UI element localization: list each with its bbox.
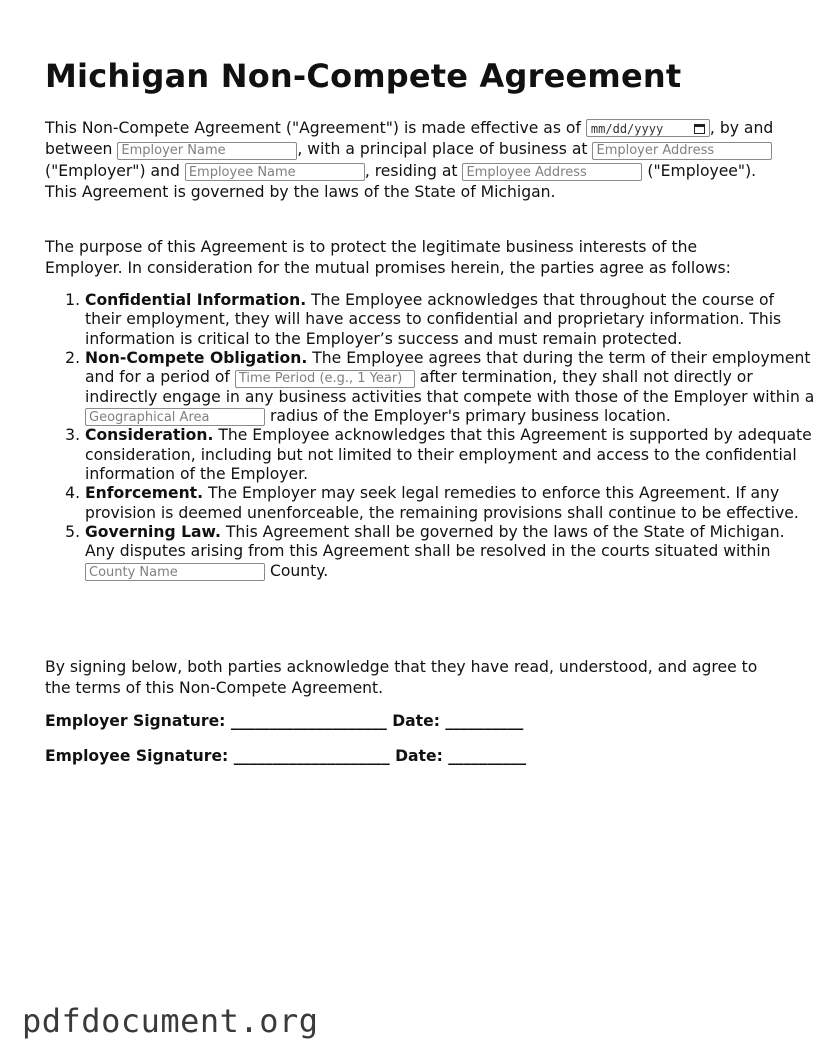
clause-heading: Confidential Information. [85,291,307,309]
employer-signature-line: Employer Signature: ____________________ Date: __________ [45,712,524,730]
clauses-list [45,291,815,581]
clause-governing-law [85,523,815,581]
clause-non-compete-obligation [85,349,815,427]
clause-text: This Agreement shall be governed by the laws of the State of Michigan. Any disputes arising from this Agreement shall be resolved in the courts situated within [85,522,785,561]
clause-confidential-information [85,291,815,349]
county-name-input[interactable] [85,563,265,581]
clause-text: County. [265,561,329,580]
clause-heading: Enforcement. [85,484,204,503]
clause-text: The Employee agrees that during the term of their employment and for a period of [85,348,811,387]
geographical-area-input[interactable] [85,408,265,426]
employee-signature-line: Employee Signature: ____________________ Date: __________ [45,747,527,765]
clause-text: after termination, they shall not directly or indirectly engage in any business activities that compete with those of the Employer within a [85,368,815,406]
employee-address-input[interactable] [462,163,642,181]
document-title: Michigan Non-Compete Agreement [45,57,682,95]
clause-text: The Employer may seek legal remedies to enforce this Agreement. If any provision is deemed unenforceable, the remaining provisions shall continue to be effective. [85,484,799,522]
clause-heading: Consideration. [85,426,214,445]
intro-text-2: , by and between [45,119,774,159]
document-page [45,56,815,765]
purpose-paragraph: The purpose of this Agreement is to protect the legitimate business interests of the Employer. In consideration for the mutual promises herein, the parties agree as follows: [45,238,731,278]
intro-text-4: ("Employer") and [45,161,185,180]
employee-name-input[interactable] [185,163,365,181]
intro-text-5: , residing at [364,161,463,180]
acknowledgement-paragraph: By signing below, both parties acknowledge that they have read, understood, and agree to the terms of this Non-Compete Agreement. [45,658,758,698]
intro-paragraph [45,118,775,203]
clause-consideration [85,426,815,484]
clause-text: The Employee acknowledges that this Agreement is supported by adequate consideration, including but not limited to their employment and access to the confidential information of the Employer. [85,426,812,484]
intro-text-1: This Non-Compete Agreement ("Agreement") is made effective as of [45,119,586,137]
clause-enforcement [85,484,815,523]
watermark: pdfdocument.org [22,1002,319,1040]
intro-text-3: , with a principal place of business at [297,140,593,159]
date-placeholder: mm/dd/yyyy [590,122,664,136]
clause-text: radius of the Employer's primary business location. [265,406,671,425]
employer-address-input[interactable] [592,142,772,160]
clause-heading: Governing Law. [85,522,221,541]
clause-heading: Non-Compete Obligation. [85,348,308,367]
employer-name-input[interactable] [117,142,297,160]
effective-date-input[interactable] [586,119,710,137]
calendar-icon[interactable] [694,124,705,134]
clause-text: The Employee acknowledges that throughout the course of their employment, they will have access to confidential and proprietary information. This information is critical to the Employer’s success and must remain protected. [85,291,782,348]
time-period-input[interactable] [235,370,415,388]
intro-text-6: ("Employee"). This Agreement is governed by the laws of the State of Michigan. [45,161,757,201]
